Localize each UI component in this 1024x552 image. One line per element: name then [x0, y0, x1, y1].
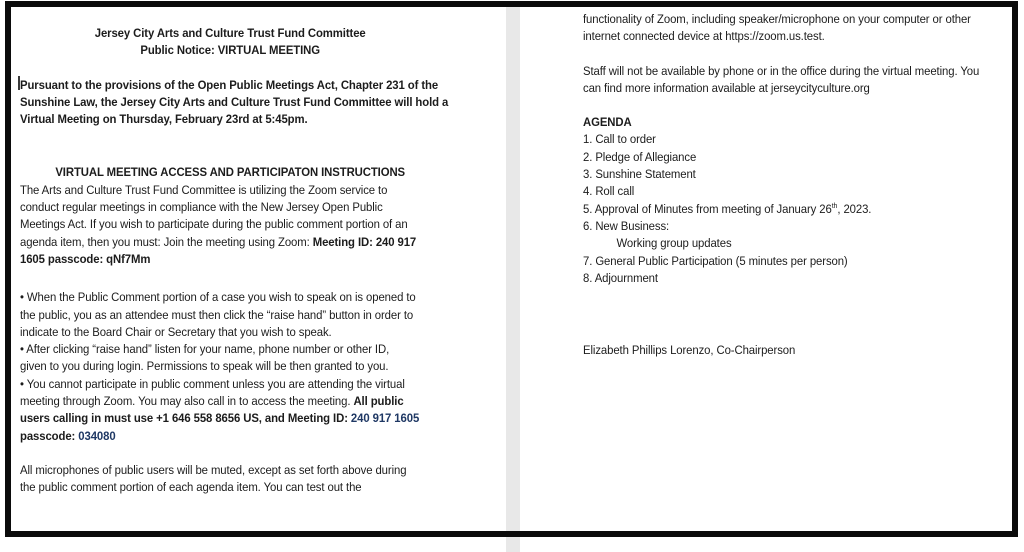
- bullet-line: [20, 428, 440, 445]
- bullet-line: the public, you as an attendee must then click the “raise hand” button in order to: [20, 307, 414, 322]
- bullet-line: • After clicking “raise hand” listen for your name, phone number or other ID,: [20, 342, 390, 357]
- meeting-id-label: Meeting ID: 240 917: [312, 234, 417, 249]
- access-instructions-heading: VIRTUAL MEETING ACCESS AND PARTICIPATON INSTRUCTIONS: [55, 165, 406, 180]
- body-line: The Arts and Culture Trust Fund Committee is utilizing the Zoom service to: [20, 182, 388, 197]
- notice-title: [20, 25, 440, 60]
- body-text: meeting through Zoom. You may also call in to access the meeting.: [20, 394, 354, 409]
- agenda-item: [583, 201, 1011, 218]
- body-line: [20, 234, 440, 251]
- meeting-id-number: 240 917 1605: [350, 411, 420, 426]
- page-left: [20, 0, 506, 497]
- body-line: can find more information available at jerseycityculture.org: [583, 80, 870, 95]
- zoom-service-paragraph: [20, 182, 440, 268]
- body-line: functionality of Zoom, including speaker/microphone on your computer or other: [583, 12, 971, 26]
- body-text: agenda item, then you must: Join the meeting using Zoom:: [20, 234, 313, 249]
- page-right: [583, 0, 1024, 359]
- bullet-list: [20, 289, 440, 445]
- agenda-list: [583, 131, 1011, 287]
- bullet-line: [20, 393, 440, 410]
- passcode-number: 034080: [78, 428, 116, 443]
- title-line-2: Public Notice: VIRTUAL MEETING: [140, 43, 320, 58]
- agenda-subitem: Working group updates: [616, 236, 732, 251]
- title-line-1: Jersey City Arts and Culture Trust Fund Committee: [94, 26, 366, 40]
- intro-paragraph: [20, 77, 449, 129]
- bullet-line: [20, 410, 440, 427]
- agenda-item: 3. Sunshine Statement: [583, 167, 696, 182]
- staff-paragraph: [583, 63, 1011, 98]
- agenda-item-text: , 2023.: [837, 201, 872, 216]
- bold-text: All public: [353, 394, 404, 409]
- body-line: All microphones of public users will be muted, except as set forth above during: [20, 462, 407, 477]
- bullet-line: • You cannot participate in public comment unless you are attending the virtual: [20, 376, 405, 391]
- body-line: conduct regular meetings in compliance with the New Jersey Open Public: [20, 200, 383, 215]
- bullet-line: • When the Public Comment portion of a case you wish to speak on is opened to: [20, 290, 416, 305]
- agenda-item: 6. New Business:: [583, 218, 670, 233]
- intro-line: Sunshine Law, the Jersey City Arts and Culture Trust Fund Committee will hold a: [20, 94, 449, 109]
- agenda-heading: AGENDA: [583, 115, 632, 130]
- body-line: Staff will not be available by phone or in the office during the virtual meeting. You: [583, 63, 980, 78]
- agenda-item: 2. Pledge of Allegiance: [583, 149, 697, 164]
- passcode-label: passcode:: [20, 428, 79, 443]
- bullet-line: given to you during login. Permissions to speak will be then granted to you.: [20, 359, 389, 374]
- agenda-item: 7. General Public Participation (5 minutes per person): [583, 253, 848, 268]
- functionality-paragraph: [583, 11, 1011, 46]
- agenda-item-text: 5. Approval of Minutes from meeting of January 26: [583, 201, 832, 216]
- ordinal-superscript: th: [831, 200, 838, 210]
- bullet-line: indicate to the Board Chair or Secretary that you wish to speak.: [20, 324, 332, 339]
- intro-line: Pursuant to the provisions of the Open Public Meetings Act, Chapter 231 of the: [20, 77, 439, 92]
- body-line: the public comment portion of each agenda item. You can test out the: [20, 480, 362, 495]
- agenda-item: 4. Roll call: [583, 184, 635, 199]
- signature-line: Elizabeth Phillips Lorenzo, Co-Chairperson: [583, 343, 796, 358]
- body-line: internet connected device at https://zoom.us.test.: [583, 29, 825, 44]
- page-gutter: [506, 7, 520, 552]
- muted-paragraph: [20, 462, 440, 497]
- intro-line: Virtual Meeting on Thursday, February 23rd at 5:45pm.: [20, 112, 308, 127]
- meeting-passcode: 1605 passcode: qNf7Mm: [20, 251, 151, 266]
- agenda-item: 1. Call to order: [583, 132, 656, 147]
- body-line: Meetings Act. If you wish to participate during the public comment portion of an: [20, 217, 408, 232]
- agenda-item: 8. Adjournment: [583, 270, 658, 285]
- call-in-number: users calling in must use +1 646 558 8656 US, and Meeting ID:: [20, 411, 351, 426]
